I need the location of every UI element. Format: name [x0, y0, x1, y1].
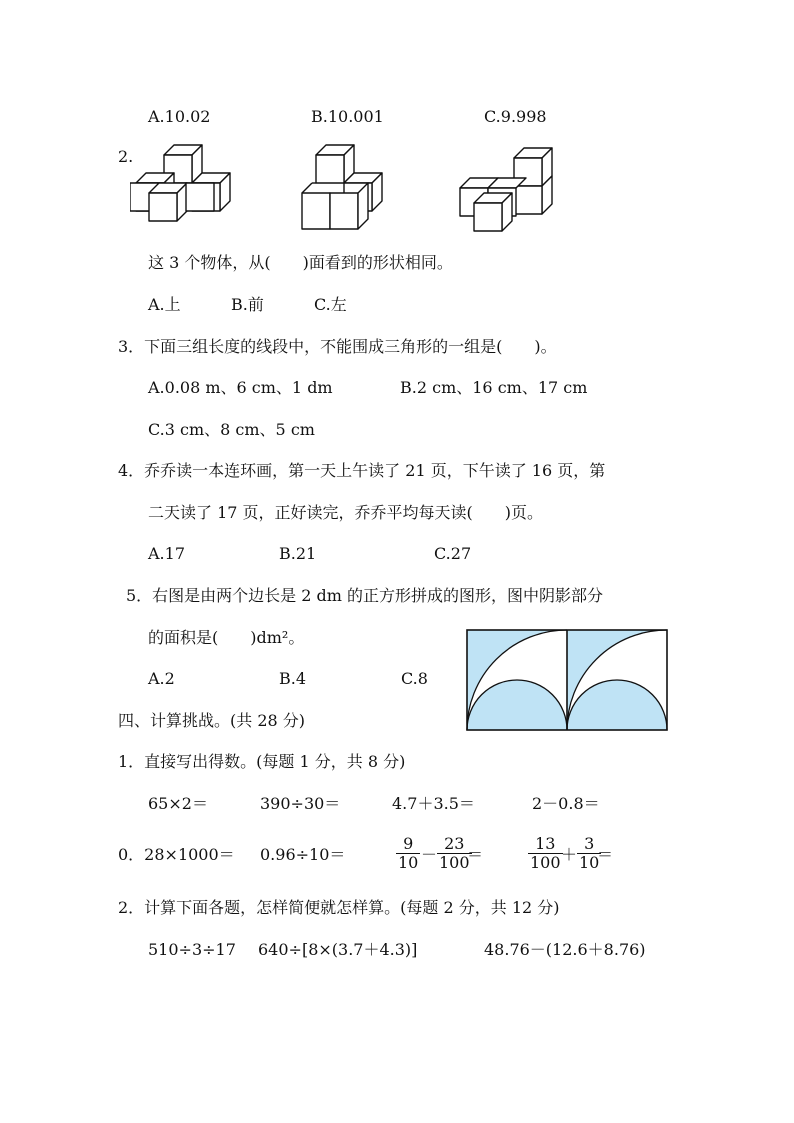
- calc2-2: 640÷[8×(3.7＋4.3)]: [258, 940, 418, 959]
- calc-1: 65×2＝: [148, 794, 208, 813]
- q4-option-c: C.27: [434, 544, 472, 563]
- q4-question-line2: 二天读了 17 页，正好读完，乔乔平均每天读( )页。: [148, 503, 544, 522]
- frac1-b-denominator: 100: [439, 853, 470, 872]
- calc-4: 2－0.8＝: [532, 794, 600, 813]
- q2-option-a: A.上: [148, 295, 181, 314]
- calc2-1: 510÷3÷17: [148, 940, 236, 959]
- q5-option-a: A.2: [148, 669, 175, 688]
- calc-2: 390÷30＝: [260, 794, 341, 813]
- q2-cube-figure-3: [456, 145, 566, 237]
- frac1-a: [396, 835, 420, 872]
- q2-option-c: C.左: [314, 295, 347, 314]
- q2-cube-figure-2: [300, 140, 395, 235]
- frac1-operator: －: [421, 845, 438, 864]
- calc-3: 4.7＋3.5＝: [392, 794, 475, 813]
- q4-option-a: A.17: [148, 544, 185, 563]
- q5-option-c: C.8: [401, 669, 428, 688]
- q5-option-b: B.4: [279, 669, 307, 688]
- section4-part1-title: 1．直接写出得数。(每题 1 分，共 8 分): [118, 752, 406, 771]
- frac2-equals: ＝: [597, 845, 614, 864]
- q3-option-a: A.0.08 m、6 cm、1 dm: [148, 378, 333, 397]
- q1-option-b: B.10.001: [311, 107, 384, 126]
- q3-option-b: B.2 cm、16 cm、17 cm: [400, 378, 588, 397]
- q5-question-line1: 5．右图是由两个边长是 2 dm 的正方形拼成的图形，图中阴影部分: [126, 586, 604, 605]
- frac2-b-denominator: 10: [579, 853, 600, 872]
- frac2-a: [528, 835, 563, 872]
- frac2-operator: ＋: [561, 845, 578, 864]
- q4-question-line1: 4．乔乔读一本连环画，第一天上午读了 21 页，下午读了 16 页，第: [118, 461, 606, 480]
- frac1-b-numerator: 23: [437, 835, 472, 854]
- calc-5: 0．28×1000＝: [118, 845, 235, 864]
- q2-question: 这 3 个物体，从( )面看到的形状相同。: [148, 253, 453, 272]
- q5-shaded-squares-figure: [466, 629, 670, 731]
- q3-question: 3．下面三组长度的线段中，不能围成三角形的一组是( )。: [118, 337, 557, 356]
- section4-part2-title: 2．计算下面各题，怎样简便就怎样算。(每题 2 分，共 12 分): [118, 898, 560, 917]
- frac2-b-numerator: 3: [577, 835, 601, 854]
- q3-option-c: C.3 cm、8 cm、5 cm: [148, 420, 315, 439]
- q5-question-line2: 的面积是( )dm²。: [148, 628, 305, 647]
- frac2-a-numerator: 13: [528, 835, 563, 854]
- q1-option-a: A.10.02: [148, 107, 211, 126]
- section4-title: 四、计算挑战。(共 28 分): [118, 711, 306, 730]
- frac1-a-numerator: 9: [396, 835, 420, 854]
- q4-option-b: B.21: [279, 544, 317, 563]
- q2-cube-figure-1: [130, 140, 240, 230]
- frac1-equals: ＝: [467, 845, 484, 864]
- frac1-a-denominator: 10: [398, 853, 419, 872]
- calc2-3: 48.76－(12.6＋8.76): [484, 940, 646, 959]
- q2-option-b: B.前: [231, 295, 264, 314]
- frac2-a-denominator: 100: [530, 853, 561, 872]
- q2-number: 2.: [118, 147, 134, 166]
- q1-option-c: C.9.998: [484, 107, 547, 126]
- calc-6: 0.96÷10＝: [260, 845, 346, 864]
